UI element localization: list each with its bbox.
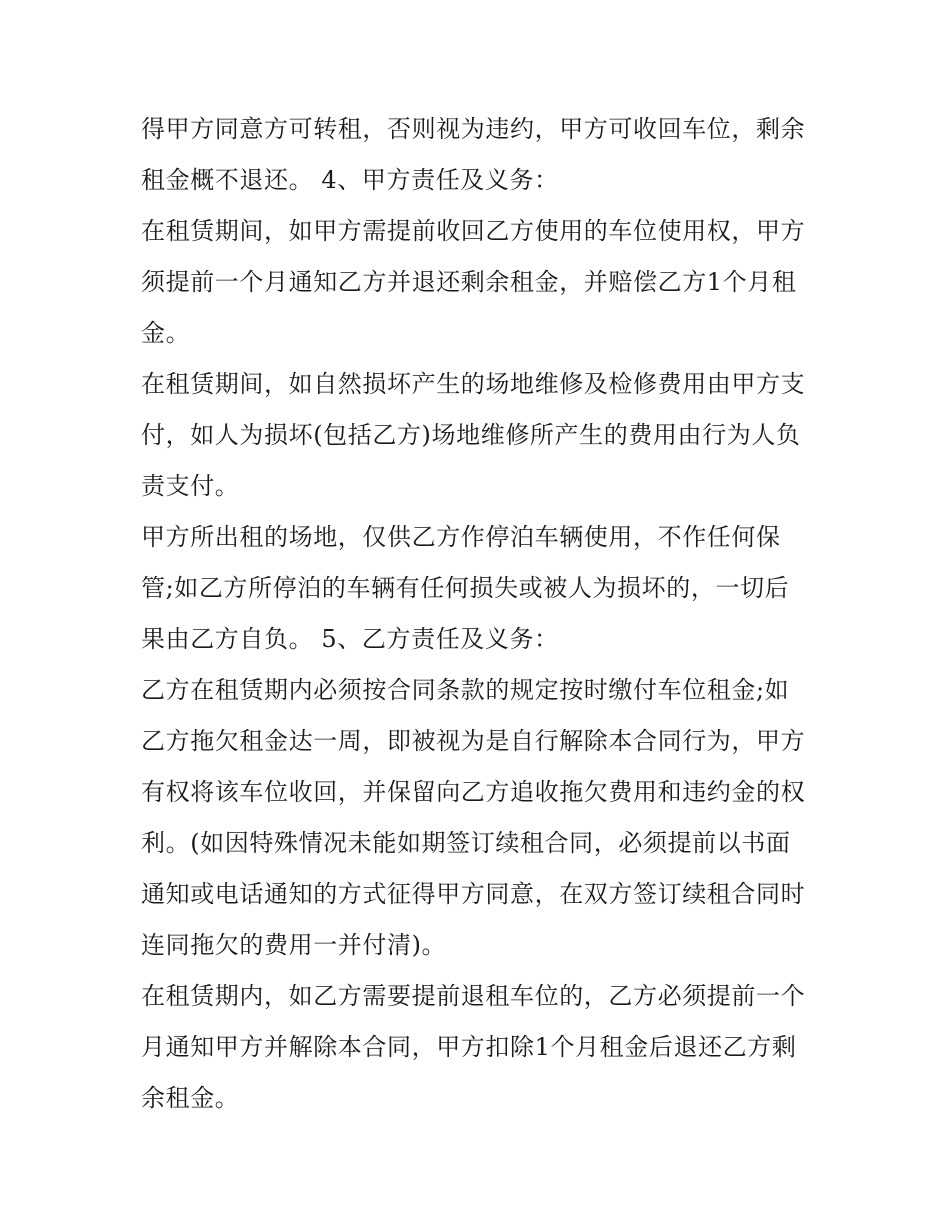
text-line: 果由乙方自负。 5、乙方责任及义务：: [141, 625, 559, 653]
text-line: 租金概不退还。 4、甲方责任及义务：: [141, 166, 559, 194]
text-line: 在租赁期间，如甲方需提前收回乙方使用的车位使用权，甲方: [141, 217, 806, 245]
text-line: 月通知甲方并解除本合同，甲方扣除1个月租金后退还乙方剩: [141, 1033, 797, 1061]
text-line: 连同拖欠的费用一并付清)。: [141, 931, 447, 959]
text-line: 责支付。: [141, 472, 240, 500]
text-line: 余租金。: [141, 1084, 240, 1112]
text-line: 付，如人为损坏(包括乙方)场地维修所产生的费用由行为人负: [141, 421, 801, 449]
text-line: 得甲方同意方可转租，否则视为违约，甲方可收回车位，剩余: [141, 115, 806, 143]
text-line: 通知或电话通知的方式征得甲方同意，在双方签订续租合同时: [141, 880, 806, 908]
contract-text-body: [141, 104, 816, 1124]
text-line: 在租赁期内，如乙方需要提前退租车位的，乙方必须提前一个: [141, 982, 806, 1010]
text-line: 在租赁期间，如自然损坏产生的场地维修及检修费用由甲方支: [141, 370, 806, 398]
text-line: 管;如乙方所停泊的车辆有任何损失或被人为损坏的，一切后: [141, 574, 790, 602]
text-line: 金。: [141, 319, 191, 347]
text-line: 须提前一个月通知乙方并退还剩余租金，并赔偿乙方1个月租: [141, 268, 797, 296]
text-line: 乙方拖欠租金达一周，即被视为是自行解除本合同行为，甲方: [141, 727, 806, 755]
text-line: 乙方在租赁期内必须按合同条款的规定按时缴付车位租金;如: [141, 676, 790, 704]
text-line: 利。(如因特殊情况未能如期签订续租合同，必须提前以书面: [141, 829, 791, 857]
text-line: 有权将该车位收回，并保留向乙方追收拖欠费用和违约金的权: [141, 778, 806, 806]
text-line: 甲方所出租的场地，仅供乙方作停泊车辆使用，不作任何保: [141, 523, 781, 551]
